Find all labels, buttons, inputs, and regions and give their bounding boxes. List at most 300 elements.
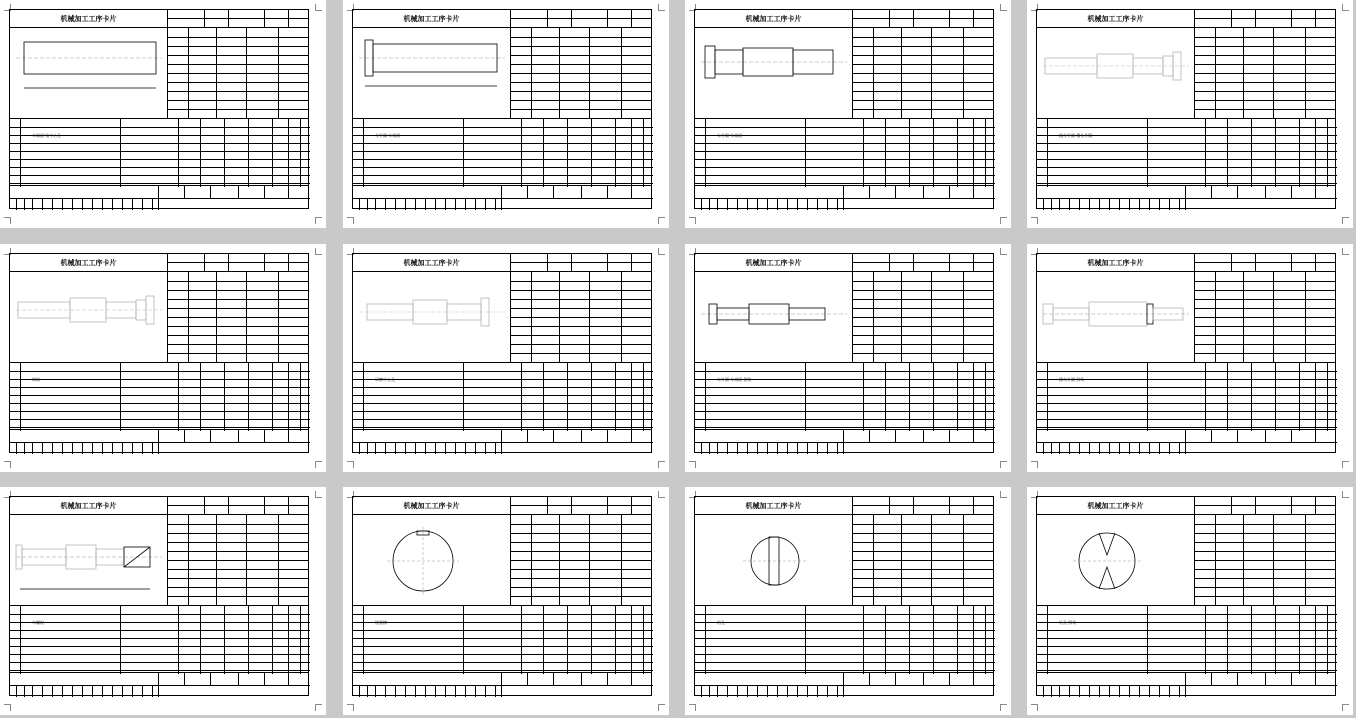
grid-line bbox=[10, 143, 310, 144]
process-card bbox=[694, 253, 994, 453]
grid-line bbox=[42, 198, 43, 210]
grid-line bbox=[1147, 363, 1148, 431]
grid-line bbox=[1227, 606, 1228, 674]
grid-line bbox=[853, 55, 994, 56]
grid-line bbox=[853, 109, 994, 110]
grid-line bbox=[300, 119, 301, 187]
grid-line bbox=[228, 10, 229, 28]
grid-line bbox=[1195, 335, 1336, 336]
crop-mark bbox=[1000, 704, 1007, 711]
grid-line bbox=[353, 411, 653, 412]
grid-line bbox=[805, 363, 806, 431]
grid-line bbox=[511, 317, 652, 318]
grid-line bbox=[895, 673, 896, 685]
grid-line bbox=[985, 606, 986, 674]
info-table bbox=[168, 272, 308, 362]
grid-line bbox=[1059, 198, 1060, 210]
crop-mark bbox=[1000, 248, 1007, 255]
grid-line bbox=[264, 254, 265, 272]
grid-line bbox=[485, 685, 486, 697]
grid-line bbox=[853, 82, 994, 83]
info-table bbox=[168, 28, 308, 118]
operation-description: 车螺纹 bbox=[32, 620, 44, 625]
grid-line bbox=[853, 344, 994, 345]
grid-line bbox=[1037, 654, 1337, 655]
document-page[interactable] bbox=[343, 487, 669, 715]
grid-line bbox=[278, 515, 279, 605]
operations-table bbox=[1037, 118, 1335, 186]
grid-line bbox=[158, 685, 310, 686]
grid-line bbox=[589, 28, 590, 118]
grid-line bbox=[1237, 186, 1238, 198]
grid-line bbox=[1195, 560, 1336, 561]
grid-line bbox=[853, 46, 994, 47]
grid-line bbox=[168, 308, 309, 309]
grid-line bbox=[511, 290, 652, 291]
grid-line bbox=[581, 673, 582, 685]
operation-description: 车外圆 车端面 bbox=[717, 133, 743, 138]
card-header bbox=[168, 10, 308, 28]
grid-line bbox=[1291, 673, 1292, 685]
grid-line bbox=[82, 685, 83, 697]
grid-line bbox=[985, 119, 986, 187]
grid-line bbox=[923, 430, 924, 442]
grid-line bbox=[695, 622, 995, 623]
crop-mark bbox=[1342, 217, 1349, 224]
grid-line bbox=[288, 10, 289, 28]
grid-line bbox=[1205, 606, 1206, 674]
grid-line bbox=[615, 119, 616, 187]
grid-line bbox=[1315, 186, 1316, 198]
grid-line bbox=[1037, 622, 1337, 623]
grid-line bbox=[375, 685, 376, 697]
grid-line bbox=[1051, 198, 1052, 210]
grid-line bbox=[933, 119, 934, 187]
grid-line bbox=[511, 551, 652, 552]
crop-mark bbox=[689, 704, 696, 711]
grid-line bbox=[463, 119, 464, 187]
crop-mark bbox=[658, 461, 665, 468]
grid-line bbox=[1255, 10, 1256, 28]
grid-line bbox=[973, 254, 974, 272]
grid-line bbox=[353, 630, 653, 631]
document-page[interactable] bbox=[0, 244, 326, 472]
grid-line bbox=[695, 159, 995, 160]
grid-line bbox=[264, 186, 265, 198]
grid-line bbox=[933, 363, 934, 431]
grid-line bbox=[188, 515, 189, 605]
grid-line bbox=[1315, 673, 1316, 685]
grid-line bbox=[853, 308, 994, 309]
crop-mark bbox=[1342, 4, 1349, 11]
grid-line bbox=[853, 596, 994, 597]
grid-line bbox=[607, 497, 608, 515]
operation-description: 铣键槽 bbox=[375, 620, 387, 625]
grid-line bbox=[1195, 73, 1336, 74]
crop-mark bbox=[315, 217, 322, 224]
grid-line bbox=[853, 326, 994, 327]
document-page[interactable] bbox=[343, 0, 669, 228]
grid-line bbox=[701, 442, 702, 454]
grid-line bbox=[1315, 497, 1316, 515]
crop-mark bbox=[1000, 491, 1007, 498]
grid-line bbox=[92, 442, 93, 454]
part-drawing bbox=[1037, 28, 1195, 118]
grid-line bbox=[853, 281, 994, 282]
grid-line bbox=[24, 685, 25, 697]
grid-line bbox=[1139, 442, 1140, 454]
grid-line bbox=[805, 606, 806, 674]
card-header bbox=[1195, 254, 1335, 272]
grid-line bbox=[957, 119, 958, 187]
grid-line bbox=[511, 73, 652, 74]
grid-line bbox=[158, 442, 310, 443]
grid-line bbox=[631, 497, 632, 515]
grid-line bbox=[973, 10, 974, 28]
crop-mark bbox=[4, 704, 11, 711]
grid-line bbox=[695, 143, 995, 144]
grid-line bbox=[531, 272, 532, 362]
grid-line bbox=[1159, 685, 1160, 697]
grid-line bbox=[501, 442, 653, 443]
grid-line bbox=[1195, 46, 1336, 47]
grid-line bbox=[1305, 28, 1306, 118]
grid-line bbox=[853, 317, 994, 318]
grid-line bbox=[10, 379, 310, 380]
grid-line bbox=[589, 272, 590, 362]
part-drawing bbox=[10, 515, 168, 605]
grid-line bbox=[62, 685, 63, 697]
grid-line bbox=[188, 272, 189, 362]
grid-line bbox=[1179, 685, 1180, 697]
grid-line bbox=[1109, 198, 1110, 210]
document-page[interactable] bbox=[1027, 487, 1353, 715]
grid-line bbox=[367, 442, 368, 454]
grid-line bbox=[1069, 685, 1070, 697]
grid-line bbox=[869, 186, 870, 198]
grid-line bbox=[631, 673, 632, 685]
grid-line bbox=[1139, 685, 1140, 697]
grid-line bbox=[168, 37, 309, 38]
grid-line bbox=[511, 299, 652, 300]
grid-line bbox=[511, 100, 652, 101]
grid-line bbox=[353, 159, 653, 160]
info-table bbox=[511, 28, 651, 118]
grid-line bbox=[353, 654, 653, 655]
grid-line bbox=[631, 363, 632, 431]
grid-line bbox=[62, 198, 63, 210]
grid-line bbox=[511, 109, 652, 110]
grid-line bbox=[607, 10, 608, 28]
grid-line bbox=[142, 442, 143, 454]
grid-line bbox=[853, 335, 994, 336]
grid-line bbox=[102, 685, 103, 697]
grid-line bbox=[24, 198, 25, 210]
grid-line bbox=[787, 442, 788, 454]
grid-line bbox=[621, 515, 622, 605]
document-page[interactable] bbox=[685, 244, 1011, 472]
grid-line bbox=[10, 646, 310, 647]
crop-mark bbox=[689, 217, 696, 224]
operations-table bbox=[1037, 605, 1335, 673]
grid-line bbox=[567, 119, 568, 187]
grid-line bbox=[1195, 290, 1336, 291]
card-title: 机械加工工序卡片 bbox=[353, 10, 511, 28]
signature-table bbox=[353, 673, 651, 695]
grid-line bbox=[895, 186, 896, 198]
grid-line bbox=[973, 119, 974, 187]
grid-line bbox=[52, 685, 53, 697]
signature-table bbox=[695, 673, 993, 695]
grid-line bbox=[1037, 419, 1337, 420]
grid-line bbox=[216, 28, 217, 118]
operations-table bbox=[10, 118, 308, 186]
grid-line bbox=[1047, 363, 1048, 431]
signature-table bbox=[1037, 186, 1335, 208]
grid-line bbox=[1051, 685, 1052, 697]
process-card bbox=[9, 253, 309, 453]
grid-line bbox=[16, 198, 17, 210]
grid-line bbox=[873, 28, 874, 118]
grid-line bbox=[184, 186, 185, 198]
document-page[interactable] bbox=[685, 487, 1011, 715]
grid-line bbox=[455, 198, 456, 210]
card-title: 机械加工工序卡片 bbox=[695, 497, 853, 515]
grid-line bbox=[200, 606, 201, 674]
grid-line bbox=[435, 685, 436, 697]
grid-line bbox=[1195, 524, 1336, 525]
grid-line bbox=[1109, 442, 1110, 454]
grid-line bbox=[521, 363, 522, 431]
operations-table bbox=[695, 362, 993, 430]
grid-line bbox=[853, 578, 994, 579]
card-header bbox=[511, 497, 651, 515]
grid-line bbox=[1327, 363, 1328, 431]
grid-line bbox=[1037, 127, 1337, 128]
grid-line bbox=[511, 308, 652, 309]
grid-line bbox=[511, 353, 652, 354]
grid-line bbox=[853, 290, 994, 291]
grid-line bbox=[717, 198, 718, 210]
card-header bbox=[168, 497, 308, 515]
grid-line bbox=[567, 363, 568, 431]
signature-table bbox=[353, 430, 651, 452]
grid-line bbox=[963, 515, 964, 605]
card-title: 机械加工工序卡片 bbox=[10, 10, 168, 28]
grid-line bbox=[621, 272, 622, 362]
grid-line bbox=[757, 442, 758, 454]
grid-line bbox=[142, 685, 143, 697]
grid-line bbox=[1215, 515, 1216, 605]
document-page[interactable] bbox=[1027, 244, 1353, 472]
grid-line bbox=[543, 119, 544, 187]
grid-line bbox=[20, 363, 21, 431]
grid-line bbox=[873, 515, 874, 605]
grid-line bbox=[631, 186, 632, 198]
grid-line bbox=[1315, 119, 1316, 187]
operations-table bbox=[695, 118, 993, 186]
grid-line bbox=[949, 497, 950, 515]
grid-line bbox=[82, 198, 83, 210]
document-page[interactable] bbox=[0, 487, 326, 715]
crop-mark bbox=[1031, 704, 1038, 711]
grid-line bbox=[511, 281, 652, 282]
crop-mark bbox=[689, 461, 696, 468]
grid-line bbox=[1291, 10, 1292, 28]
grid-line bbox=[168, 344, 309, 345]
grid-line bbox=[405, 442, 406, 454]
operation-description: 调质 bbox=[32, 377, 40, 382]
grid-line bbox=[973, 186, 974, 198]
grid-line bbox=[353, 419, 653, 420]
part-drawing bbox=[353, 28, 511, 118]
grid-line bbox=[152, 198, 153, 210]
grid-line bbox=[288, 254, 289, 272]
operation-description: 车外圆 车端面 倒角 bbox=[717, 377, 752, 382]
grid-line bbox=[843, 198, 995, 199]
grid-line bbox=[949, 186, 950, 198]
grid-line bbox=[353, 143, 653, 144]
grid-line bbox=[863, 606, 864, 674]
grid-line bbox=[32, 685, 33, 697]
grid-line bbox=[353, 127, 653, 128]
grid-line bbox=[1129, 198, 1130, 210]
grid-line bbox=[559, 28, 560, 118]
grid-line bbox=[1211, 430, 1212, 442]
grid-line bbox=[463, 363, 464, 431]
crop-mark bbox=[1000, 4, 1007, 11]
grid-line bbox=[264, 430, 265, 442]
document-page[interactable] bbox=[685, 0, 1011, 228]
grid-line bbox=[1291, 186, 1292, 198]
grid-line bbox=[695, 614, 995, 615]
grid-line bbox=[591, 606, 592, 674]
part-drawing bbox=[695, 28, 853, 118]
grid-line bbox=[10, 662, 310, 663]
grid-line bbox=[949, 673, 950, 685]
grid-line bbox=[621, 28, 622, 118]
grid-line bbox=[1109, 685, 1110, 697]
crop-mark bbox=[1000, 461, 1007, 468]
grid-line bbox=[1275, 606, 1276, 674]
grid-line bbox=[158, 198, 310, 199]
grid-line bbox=[511, 335, 652, 336]
grid-line bbox=[1195, 91, 1336, 92]
card-title: 机械加工工序卡片 bbox=[10, 497, 168, 515]
document-page[interactable] bbox=[0, 0, 326, 228]
grid-line bbox=[395, 685, 396, 697]
signature-table bbox=[10, 430, 308, 452]
operation-description: 粗车外圆 精车外圆 bbox=[1059, 133, 1093, 138]
grid-line bbox=[837, 198, 838, 210]
grid-line bbox=[559, 272, 560, 362]
grid-line bbox=[1265, 673, 1266, 685]
grid-line bbox=[923, 673, 924, 685]
grid-line bbox=[511, 542, 652, 543]
grid-line bbox=[72, 685, 73, 697]
signature-table bbox=[10, 673, 308, 695]
grid-line bbox=[1149, 198, 1150, 210]
grid-line bbox=[1291, 254, 1292, 272]
grid-line bbox=[511, 64, 652, 65]
grid-line bbox=[695, 646, 995, 647]
document-page[interactable] bbox=[343, 244, 669, 472]
operations-table bbox=[353, 118, 651, 186]
grid-line bbox=[395, 442, 396, 454]
grid-line bbox=[511, 82, 652, 83]
grid-line bbox=[705, 363, 706, 431]
grid-line bbox=[1043, 685, 1044, 697]
grid-line bbox=[1119, 685, 1120, 697]
grid-line bbox=[863, 363, 864, 431]
grid-line bbox=[367, 685, 368, 697]
grid-line bbox=[1047, 119, 1048, 187]
grid-line bbox=[375, 442, 376, 454]
grid-line bbox=[132, 198, 133, 210]
grid-line bbox=[42, 442, 43, 454]
grid-line bbox=[1215, 28, 1216, 118]
grid-line bbox=[1147, 119, 1148, 187]
grid-line bbox=[643, 606, 644, 674]
grid-line bbox=[112, 685, 113, 697]
grid-line bbox=[168, 542, 309, 543]
grid-line bbox=[797, 685, 798, 697]
grid-line bbox=[807, 198, 808, 210]
document-page[interactable] bbox=[1027, 0, 1353, 228]
grid-line bbox=[475, 198, 476, 210]
grid-line bbox=[1305, 272, 1306, 362]
grid-line bbox=[1043, 198, 1044, 210]
grid-line bbox=[531, 28, 532, 118]
grid-line bbox=[278, 28, 279, 118]
crop-mark bbox=[4, 461, 11, 468]
grid-line bbox=[353, 427, 653, 428]
grid-line bbox=[288, 497, 289, 515]
grid-line bbox=[553, 673, 554, 685]
grid-line bbox=[238, 673, 239, 685]
grid-line bbox=[112, 442, 113, 454]
grid-line bbox=[200, 119, 201, 187]
grid-line bbox=[359, 685, 360, 697]
grid-line bbox=[747, 198, 748, 210]
grid-line bbox=[168, 326, 309, 327]
grid-line bbox=[767, 198, 768, 210]
grid-line bbox=[168, 524, 309, 525]
grid-line bbox=[521, 119, 522, 187]
grid-line bbox=[1231, 10, 1232, 28]
grid-line bbox=[1059, 685, 1060, 697]
grid-line bbox=[1069, 198, 1070, 210]
grid-line bbox=[853, 533, 994, 534]
grid-line bbox=[1169, 442, 1170, 454]
crop-mark bbox=[1342, 704, 1349, 711]
grid-line bbox=[837, 685, 838, 697]
grid-line bbox=[527, 430, 528, 442]
grid-line bbox=[827, 685, 828, 697]
grid-line bbox=[727, 685, 728, 697]
grid-line bbox=[895, 430, 896, 442]
grid-line bbox=[353, 175, 653, 176]
operations-table bbox=[10, 362, 308, 430]
crop-mark bbox=[1031, 461, 1038, 468]
grid-line bbox=[695, 662, 995, 663]
process-card bbox=[9, 9, 309, 209]
crop-mark bbox=[1342, 491, 1349, 498]
grid-line bbox=[1195, 100, 1336, 101]
grid-line bbox=[10, 183, 310, 184]
grid-line bbox=[1195, 533, 1336, 534]
grid-line bbox=[10, 387, 310, 388]
